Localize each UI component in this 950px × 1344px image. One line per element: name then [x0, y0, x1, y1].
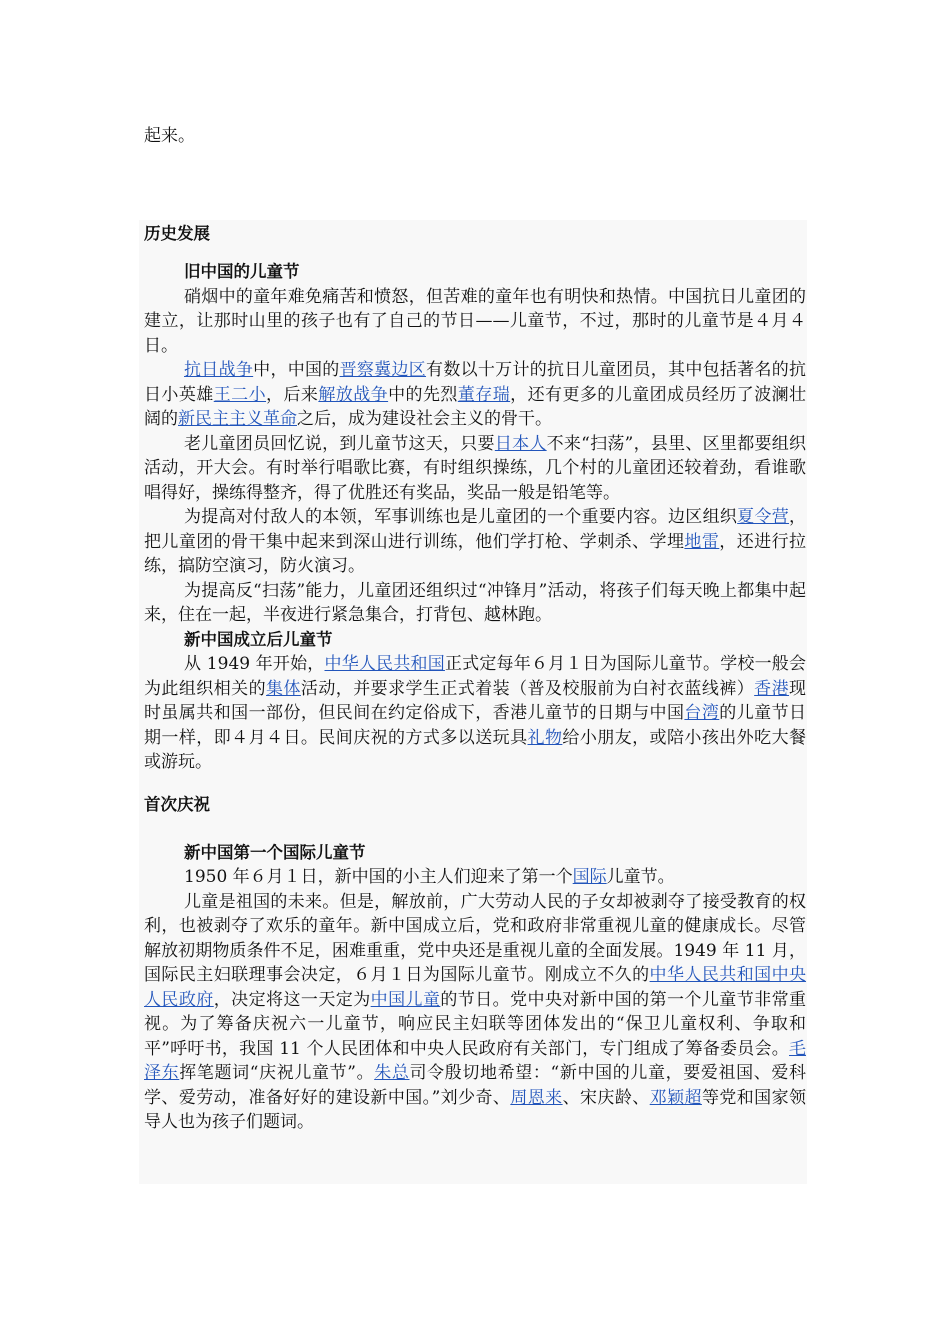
link-hong-kong[interactable]: 香港 [754, 678, 790, 699]
link-wang-erxiao[interactable]: 王二小 [213, 384, 267, 405]
link-international[interactable]: 国际 [572, 867, 607, 887]
link-dong-cunrui[interactable]: 董存瑞 [457, 384, 511, 405]
link-jinchaji-border-region[interactable]: 晋察冀边区 [339, 360, 427, 380]
link-landmine[interactable]: 地雷 [684, 531, 720, 552]
paragraph: 为提高反“扫荡”能力，儿童团还组织过“冲锋月”活动，将孩子们每天晚上都集中起来，住在一起，半夜进行紧急集合，打背包、越林跑。 [144, 580, 806, 625]
lead-text: 起来。 [144, 126, 195, 146]
paragraph: 为提高对付敌人的本领，军事训练也是儿童团的一个重要内容。边区组织夏令营，把儿童团的骨干集中起来到深山进行训练，他们学打枪、学刺杀、学埋地雷，还进行拉练，搞防空演习，防火演习。 [144, 507, 807, 576]
link-mao-zedong[interactable]: 毛泽东 [144, 1038, 806, 1083]
link-chinese-children[interactable]: 中国儿童 [370, 989, 441, 1010]
link-anti-japanese-war[interactable]: 抗日战争 [184, 360, 254, 380]
link-taiwan[interactable]: 台湾 [684, 703, 720, 723]
paragraph: 1950 年６月１日，新中国的小主人们迎来了第一个国际儿童节。 [184, 867, 675, 887]
link-new-democratic-revolution[interactable]: 新民主主义革命 [178, 409, 297, 429]
paragraph: 儿童是祖国的未来。但是，解放前，广大劳动人民的子女却被剥夺了接受教育的权利，也被剥夺了欢乐的童年。新中国成立后，党和政府非常重视儿童的健康成长。尽管解放初期物质条件不足，困难重重，党中央还是重视儿童的全面发展。1949 年 11 月，国际民主妇联理事会决定，６月１日为国际儿童节。刚成立不久的中华人民共和国中央人民政府，决定将这一天定为中国儿童的节日。党中央对新中国的第一个儿童节非常重视。为了筹备庆祝六一儿童节，响应民主妇联等团体发出的“保卫儿童权利、争取和平”呼吁书，我国 11 个人民团体和中央人民政府有关部门，专门组成了筹备委员会。毛泽东挥笔题词“庆祝儿童节”。朱总司令殷切地希望：“新中国的儿童，要爱祖国、爱科学、爱劳动，准备好好的建设新中国。”刘少奇、周恩来、宋庆龄、邓颖超等党和国家领导人也为孩子们题词。 [144, 891, 807, 1132]
link-japanese[interactable]: 日本人 [494, 433, 547, 454]
link-liberation-war[interactable]: 解放战争 [318, 384, 389, 405]
link-zhu-zong[interactable]: 朱总 [374, 1063, 410, 1083]
article-content [144, 222, 806, 1135]
paragraph: 抗日战争中，中国的晋察冀边区有数以十万计的抗日儿童团员，其中包括著名的抗日小英雄王二小，后来解放战争中的先烈董存瑞，还有更多的儿童团成员经历了波澜壮阔的新民主主义革命之后，成为建设社会主义的骨干。 [144, 360, 807, 429]
paragraph: 硝烟中的童年难免痛苦和愤怒，但苦难的童年也有明快和热情。中国抗日儿童团的建立，让那时山里的孩子也有了自己的节日——儿童节，不过，那时的儿童节是４月４日。 [144, 286, 806, 356]
link-summer-camp[interactable]: 夏令营 [737, 507, 790, 527]
link-prc[interactable]: 中华人民共和国 [324, 654, 445, 674]
link-deng-yingchao[interactable]: 邓颖超 [649, 1087, 702, 1108]
link-collective[interactable]: 集体 [266, 678, 301, 699]
subsection-title-old-china: 旧中国的儿童节 [184, 262, 300, 281]
paragraph: 老儿童团员回忆说，到儿童节这天，只要日本人不来“扫荡”，县里、区里都要组织活动，开大会。有时举行唱歌比赛，有时组织操练，几个村的儿童团还较着劲，看谁歌唱得好，操练得整齐，得了优胜还有奖品，奖品一般是铅笔等。 [144, 433, 807, 503]
paragraph: 从 1949 年开始，中华人民共和国正式定每年６月１日为国际儿童节。学校一般会为此组织相关的集体活动，并要求学生正式着装（普及校服前为白衬衣蓝线裤）香港现时虽属共和国一部份，但民间在约定俗成下，香港儿童节的日期与中国台湾的儿童节日期一样，即４月４日。民间庆祝的方式多以送玩具礼物给小朋友，或陪小孩出外吃大餐或游玩。 [144, 654, 807, 772]
link-gift[interactable]: 礼物 [527, 727, 563, 748]
subsection-title-new-china: 新中国成立后儿童节 [184, 629, 333, 649]
subsection-title-first-childrens-day: 新中国第一个国际儿童节 [184, 842, 366, 862]
section-title-first-celebration: 首次庆祝 [144, 794, 210, 814]
section-title-history: 历史发展 [144, 224, 210, 243]
link-zhou-enlai[interactable]: 周恩来 [510, 1087, 563, 1108]
link-central-peoples-government[interactable]: 中华人民共和国中央人民政府 [144, 965, 807, 1010]
